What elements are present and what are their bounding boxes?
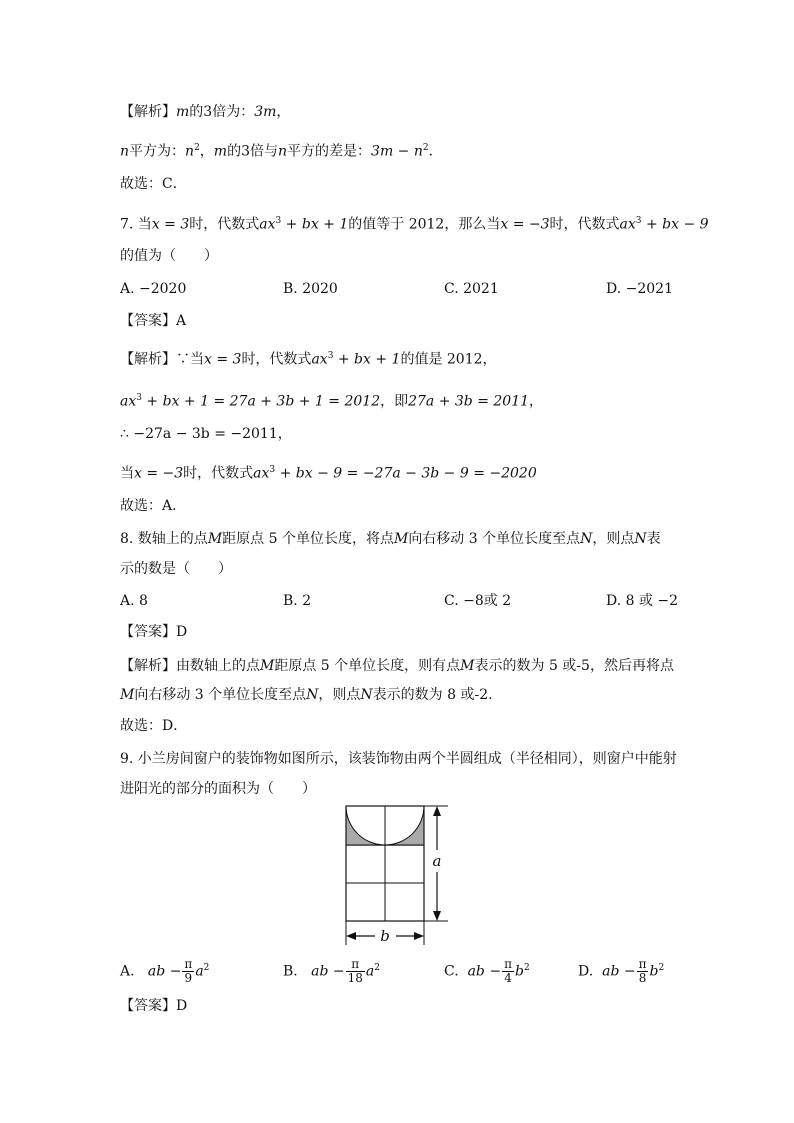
- fraction: $\frac{\pi}{9}$: [184, 957, 193, 986]
- option-b: B. 2020: [283, 281, 338, 297]
- solution-line: n平方为：$n^2$，m的3倍与n平方的差是：$3m - n^2$.: [120, 143, 434, 160]
- choice-line: 故选：C．: [120, 176, 187, 192]
- dim-a-label: a: [432, 852, 442, 870]
- question-9-stem-cont: 进阳光的部分的面积为（ ）: [120, 781, 316, 797]
- fraction: $\frac{\pi}{8}$: [638, 957, 647, 986]
- solution-line: 当x = −3时，代数式$ax^3$ + bx − 9 = −27a − 3b − 9 = −2020: [120, 465, 537, 482]
- option-d: D. ab − $\frac{\pi}{8}$ $b^2$: [578, 957, 665, 986]
- option-c: C. −8或 2: [444, 593, 512, 609]
- answer-line: 【答案】A: [120, 313, 187, 329]
- question-8-stem: 8. 数轴上的点M距原点 5 个单位长度，将点M向右移动 3 个单位长度至点N，则点N表: [120, 531, 661, 547]
- option-c: C. ab − $\frac{\pi}{4}$ $b^2$: [444, 957, 530, 986]
- solution-line: 【解析】∵当x = 3时，代数式$ax^3$ + bx + 1的值是 2012，: [120, 351, 497, 368]
- dim-b-arrow-right: [414, 932, 424, 940]
- window-figure: [330, 800, 460, 950]
- solution-line: 【解析】由数轴上的点M距原点 5 个单位长度，则有点M表示的数为 5 或-5，然后再将点: [120, 658, 674, 674]
- option-b: B. 2: [283, 593, 312, 609]
- dim-b-label: b: [380, 927, 390, 945]
- question-7-stem: 7. 当x = 3时，代数式$ax^3$ + bx + 1的值等于 2012，那么当x = −3时，代数式$ax^3$ + bx − 9: [120, 216, 709, 233]
- solution-line: ∴ −27a − 3b = −2011，: [120, 426, 292, 442]
- option-d: D. 8 或 −2: [606, 593, 679, 609]
- fraction: $\frac{\pi}{18}$: [347, 957, 363, 986]
- question-8-stem-cont: 示的数是（ ）: [120, 561, 232, 577]
- answer-line: 【答案】D: [120, 998, 188, 1014]
- dim-b-arrow-left: [346, 932, 356, 940]
- solution-line: M向右移动 3 个单位长度至点N，则点N表示的数为 8 或-2.: [120, 687, 493, 703]
- option-c: C. 2021: [444, 281, 499, 297]
- dim-a-arrow-up: [433, 806, 441, 816]
- option-d: D. −2021: [606, 281, 673, 297]
- fraction: $\frac{\pi}{4}$: [504, 957, 512, 986]
- solution-tag: 【解析】: [120, 104, 176, 120]
- choice-line: 故选：D．: [120, 718, 188, 734]
- option-a: A. 8: [120, 593, 148, 609]
- option-b: B. ab − $\frac{\pi}{18}$ $a^2$: [283, 957, 380, 986]
- choice-line: 故选：A．: [120, 498, 187, 514]
- solution-line: $ax^3$ + bx + 1 = 27a + 3b + 1 = 2012，即27a + 3b = 2011，: [120, 393, 544, 410]
- answer-line: 【答案】D: [120, 624, 188, 640]
- dim-a-arrow-down: [433, 911, 441, 921]
- solution-line: 【解析】m的3倍为：3m，: [120, 104, 291, 120]
- option-a: A. ab − $\frac{\pi}{9}$ $a^2$: [120, 957, 210, 986]
- question-9-stem: 9. 小兰房间窗户的装饰物如图所示，该装饰物由两个半圆组成（半径相同），则窗户中能射: [120, 751, 677, 767]
- option-a: A. −2020: [120, 281, 187, 297]
- question-7-stem-cont: 的值为（ ）: [120, 248, 218, 264]
